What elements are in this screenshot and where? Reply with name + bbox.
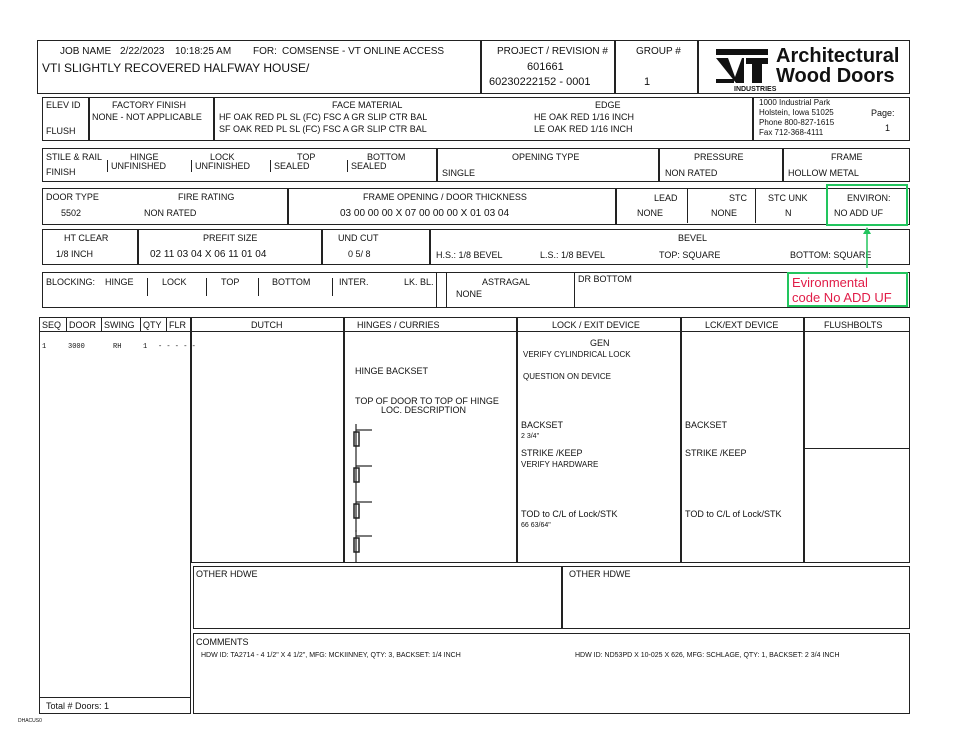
page-value: 1: [885, 123, 891, 133]
lck-ext-box: [681, 317, 804, 563]
bottom-finish-label: BOTTOM: [367, 152, 406, 162]
row-seq: 1: [42, 343, 47, 351]
elev-id-label: ELEV ID: [46, 100, 81, 110]
lock-finish-value: UNFINISHED: [195, 161, 251, 171]
other-hdwe-label-2: OTHER HDWE: [569, 569, 631, 579]
bottom-finish-value: SEALED: [351, 161, 387, 171]
hinge-symbol-3: [352, 496, 382, 532]
bevel-ls: L.S.: 1/8 BEVEL: [540, 250, 606, 260]
lock-exit-label: LOCK / EXIT DEVICE: [552, 320, 640, 330]
address-line1: 1000 Industrial Park: [759, 98, 831, 107]
opening-type-value: SINGLE: [442, 168, 476, 178]
hinge-symbol-2: [352, 460, 382, 496]
comment-line-2: HDW ID: ND53PD X 10-025 X 626, MFG: SCHLAGE, QTY: 1, BACKSET: 2 3/4 INCH: [575, 652, 840, 659]
address-line4: Fax 712-368-4111: [759, 128, 824, 137]
project-label: PROJECT / REVISION #: [497, 46, 608, 57]
bevel-bottom: BOTTOM: SQUARE: [790, 250, 872, 260]
annotation-line2: code No ADD UF: [792, 290, 892, 305]
logo-industries: INDUSTRIES: [734, 86, 777, 93]
question-on-device: QUESTION ON DEVICE: [523, 372, 612, 381]
factory-finish-label: FACTORY FINISH: [112, 100, 187, 110]
comments-label: COMMENTS: [196, 637, 249, 647]
opening-type-label: OPENING TYPE: [512, 152, 580, 162]
door-type-label: DOOR TYPE: [46, 192, 99, 202]
hinge-finish-label: HINGE: [130, 152, 159, 162]
face-material-label: FACE MATERIAL: [332, 100, 403, 110]
comments-box: [193, 633, 910, 714]
other-hdwe-label-1: OTHER HDWE: [196, 569, 258, 579]
footer-code: DHACUS0: [18, 718, 42, 724]
tod-value: 66 63/64": [521, 522, 551, 529]
strike-keep-label: STRIKE /KEEP: [521, 448, 583, 458]
dutch-box: [191, 317, 344, 563]
stc-value: NONE: [711, 208, 738, 218]
row-qty: 1: [143, 343, 148, 351]
fire-rating-label: FIRE RATING: [178, 192, 235, 202]
bevel-hs: H.S.: 1/8 BEVEL: [436, 250, 503, 260]
lck-ext-backset: BACKSET: [685, 420, 728, 430]
hinges-label: HINGES / CURRIES: [357, 320, 440, 330]
top-finish-label: TOP: [297, 152, 316, 162]
col-door: DOOR: [69, 320, 96, 330]
job-name-label: JOB NAME: [60, 46, 112, 57]
dr-bottom-label: DR BOTTOM: [578, 274, 632, 284]
ht-clear-value: 1/8 INCH: [56, 249, 94, 259]
astragal-label: ASTRAGAL: [482, 277, 531, 287]
blocking-inter: INTER.: [339, 277, 369, 287]
dutch-label: DUTCH: [251, 320, 283, 330]
job-time: 10:18:25 AM: [175, 46, 232, 57]
blocking-lock: LOCK: [162, 277, 187, 287]
top-of-door-hinge: TOP OF DOOR TO TOP OF HINGE: [355, 396, 499, 406]
comment-line-1: HDW ID: TA2714 - 4 1/2" X 4 1/2", MFG: MCKIINNEY, QTY: 3, BACKSET: 1/4 INCH: [201, 652, 461, 659]
annotation-line1: Evironmental: [792, 275, 868, 290]
edge-label: EDGE: [595, 100, 621, 110]
hinge-finish-value: UNFINISHED: [111, 161, 167, 171]
flushbolts-box: [804, 317, 910, 563]
stc-unk-value: N: [785, 208, 792, 218]
verify-hardware: VERIFY HARDWARE: [521, 460, 599, 469]
for-label: FOR:: [253, 46, 277, 57]
page-label: Page:: [871, 108, 895, 118]
job-date: 2/22/2023: [120, 46, 165, 57]
lock-finish-label: LOCK: [210, 152, 235, 162]
stc-label: STC: [729, 193, 747, 203]
group-value: 1: [644, 76, 651, 88]
address-line3: Phone 800-827-1615: [759, 118, 835, 127]
edge-line2: LE OAK RED 1/16 INCH: [534, 124, 633, 134]
fire-rating-value: NON RATED: [144, 208, 197, 218]
environ-highlight: [826, 184, 908, 226]
und-cut-label: UND CUT: [338, 233, 379, 243]
row-door: 3000: [68, 343, 85, 351]
hinge-backset: HINGE BACKSET: [355, 366, 429, 376]
total-doors: Total # Doors: 1: [46, 701, 110, 711]
backset-label: BACKSET: [521, 420, 564, 430]
face-material-line1: HF OAK RED PL SL (FC) FSC A GR SLIP CTR BAL: [219, 112, 428, 122]
door-type-value: 5502: [61, 208, 82, 218]
group-label: GROUP #: [636, 46, 681, 57]
vt-logo: [716, 49, 768, 87]
project-number: 601661: [527, 61, 564, 73]
tod-label: TOD to C/L of Lock/STK: [521, 509, 618, 519]
col-swing: SWING: [104, 320, 135, 330]
prefit-label: PREFIT SIZE: [203, 233, 258, 243]
frame-opening-value: 03 00 00 00 X 07 00 00 00 X 01 03 04: [340, 208, 510, 219]
flushbolts-label: FLUSHBOLTS: [824, 320, 883, 330]
bevel-label: BEVEL: [678, 233, 708, 243]
elev-id-value: FLUSH: [46, 126, 76, 136]
lck-ext-tod: TOD to C/L of Lock/STK: [685, 509, 782, 519]
blocking-label: BLOCKING:: [46, 277, 96, 287]
stile-rail-value: FINISH: [46, 167, 76, 177]
frame-opening-label: FRAME OPENING / DOOR THICKNESS: [363, 192, 527, 202]
row-swing: RH: [113, 343, 122, 351]
address-line2: Holstein, Iowa 51025: [759, 108, 834, 117]
pressure-label: PRESSURE: [694, 152, 744, 162]
job-name-value: VTI SLIGHTLY RECOVERED HALFWAY HOUSE/: [42, 61, 310, 75]
logo-wood-doors: Wood Doors: [776, 65, 895, 87]
col-seq: SEQ: [42, 320, 62, 330]
lead-label: LEAD: [654, 193, 678, 203]
astragal-value: NONE: [456, 289, 483, 299]
factory-finish-value: NONE - NOT APPLICABLE: [92, 112, 202, 122]
blocking-hinge: HINGE: [105, 277, 134, 287]
backset-value: 2 3/4": [521, 433, 540, 440]
col-flr: FLR: [169, 320, 187, 330]
pressure-value: NON RATED: [665, 168, 718, 178]
face-material-line2: SF OAK RED PL SL (FC) FSC A GR SLIP CTR BAL: [219, 124, 427, 134]
prefit-value: 02 11 03 04 X 06 11 01 04: [150, 249, 267, 260]
frame-value: HOLLOW METAL: [788, 168, 859, 178]
blocking-lk-bl: LK. BL.: [404, 277, 434, 287]
ht-clear-label: HT CLEAR: [64, 233, 109, 243]
loc-description: LOC. DESCRIPTION: [381, 405, 467, 415]
lock-gen: GEN: [590, 338, 610, 348]
und-cut-value: 0 5/ 8: [348, 249, 371, 259]
blocking-bottom: BOTTOM: [272, 277, 311, 287]
revision-number: 60230222152 - 0001: [489, 76, 591, 88]
hinge-symbol-4: [352, 530, 382, 562]
annotation-arrow: [862, 226, 872, 274]
environ-value: NO ADD UF: [834, 208, 884, 218]
lck-ext-label: LCK/EXT DEVICE: [705, 320, 779, 330]
blocking-top: TOP: [221, 277, 240, 287]
seq-column-box: [39, 317, 191, 714]
col-qty: QTY: [143, 320, 162, 330]
for-value: COMSENSE - VT ONLINE ACCESS: [282, 46, 445, 57]
stc-unk-label: STC UNK: [768, 193, 808, 203]
lck-ext-strike: STRIKE /KEEP: [685, 448, 747, 458]
environ-label: ENVIRON:: [847, 193, 891, 203]
verify-cylindrical: VERIFY CYLINDRICAL LOCK: [523, 350, 631, 359]
logo-architectural: Architectural: [776, 45, 900, 67]
stile-rail-label: STILE & RAIL: [46, 152, 103, 162]
bevel-top: TOP: SQUARE: [659, 250, 721, 260]
edge-line1: HE OAK RED 1/16 INCH: [534, 112, 635, 122]
top-finish-value: SEALED: [274, 161, 310, 171]
lead-value: NONE: [637, 208, 664, 218]
hinge-symbol-1: [352, 424, 382, 460]
row-flr: - - - - -: [158, 343, 196, 351]
frame-label: FRAME: [831, 152, 863, 162]
